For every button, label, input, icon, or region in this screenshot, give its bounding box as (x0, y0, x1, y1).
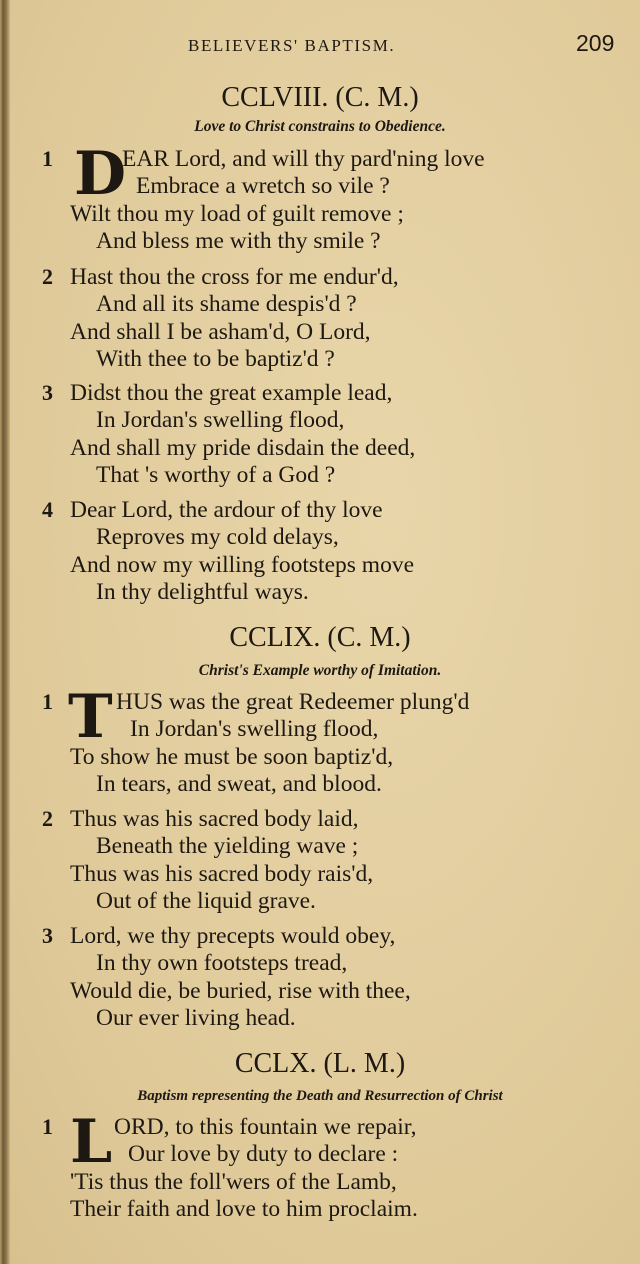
verse-line: Dear Lord, the ardour of thy love (70, 497, 383, 523)
hymn-number: CCLVIII. (C. M.) (221, 82, 419, 113)
verse-line: And bless me with thy smile ? (96, 228, 381, 254)
running-title: BELIEVERS' BAPTISM. (188, 36, 396, 55)
verse-line: In tears, and sweat, and blood. (96, 771, 382, 797)
verse-line: In Jordan's swelling flood, (130, 716, 379, 742)
verse-line: Out of the liquid grave. (96, 888, 316, 914)
verse-line: ORD, to this fountain we repair, (114, 1114, 417, 1140)
verse-line: Hast thou the cross for me endur'd, (70, 264, 399, 290)
verse-number: 4 (42, 497, 53, 522)
page-number: 209 (576, 30, 615, 56)
verse-number: 1 (42, 1114, 53, 1139)
verse-line: With thee to be baptiz'd ? (96, 346, 335, 372)
drop-cap: D (74, 139, 127, 209)
hymn-subtitle: Love to Christ constrains to Obedience. (194, 118, 446, 135)
verse-number: 1 (42, 689, 53, 714)
verse-line: To show he must be soon baptiz'd, (70, 744, 394, 770)
verse-line: Wilt thou my load of guilt remove ; (70, 201, 404, 227)
verse-line: Would die, be buried, rise with thee, (70, 978, 411, 1004)
hymn-subtitle: Baptism representing the Death and Resurrection of Christ (137, 1088, 503, 1104)
verse-line: Beneath the yielding wave ; (96, 833, 359, 859)
verse-line: Their faith and love to him proclaim. (70, 1196, 418, 1222)
verse-number: 1 (42, 146, 53, 171)
verse-line: Didst thou the great example lead, (70, 380, 393, 406)
verse-line: HUS was the great Redeemer plung'd (116, 689, 470, 715)
drop-cap: L (70, 1107, 113, 1177)
verse-line: Lord, we thy precepts would obey, (70, 923, 396, 949)
hymn-subtitle: Christ's Example worthy of Imitation. (198, 662, 442, 679)
verse-line: Our ever living head. (96, 1005, 296, 1031)
verse-number: 2 (42, 806, 53, 831)
verse-line: And shall my pride disdain the deed, (70, 435, 416, 461)
page-header (0, 30, 640, 60)
verse-line: Our love by duty to declare : (128, 1141, 399, 1167)
hymn-number: CCLX. (L. M.) (234, 1048, 406, 1079)
verse-line: In thy own footsteps tread, (96, 950, 348, 976)
verse-line: And all its shame despis'd ? (96, 291, 357, 317)
verse-line: And now my willing footsteps move (70, 552, 414, 578)
verse-line: And shall I be asham'd, O Lord, (70, 319, 371, 345)
verse-number: 2 (42, 264, 53, 289)
verse-line: In thy delightful ways. (96, 579, 309, 605)
verse-line: In Jordan's swelling flood, (96, 407, 345, 433)
verse-number: 3 (42, 380, 53, 405)
verse-line: That 's worthy of a God ? (96, 462, 336, 488)
verse-number: 3 (42, 923, 53, 948)
verse-line: EAR Lord, and will thy pard'ning love (122, 146, 485, 172)
verse-line: Thus was his sacred body laid, (70, 806, 359, 832)
verse-line: 'Tis thus the foll'wers of the Lamb, (70, 1169, 397, 1195)
verse-line: Reproves my cold delays, (96, 524, 339, 550)
drop-cap: T (68, 682, 113, 752)
verse-line: Embrace a wretch so vile ? (136, 173, 390, 199)
verse-line: Thus was his sacred body rais'd, (70, 861, 374, 887)
hymn-number: CCLIX. (C. M.) (229, 622, 411, 653)
